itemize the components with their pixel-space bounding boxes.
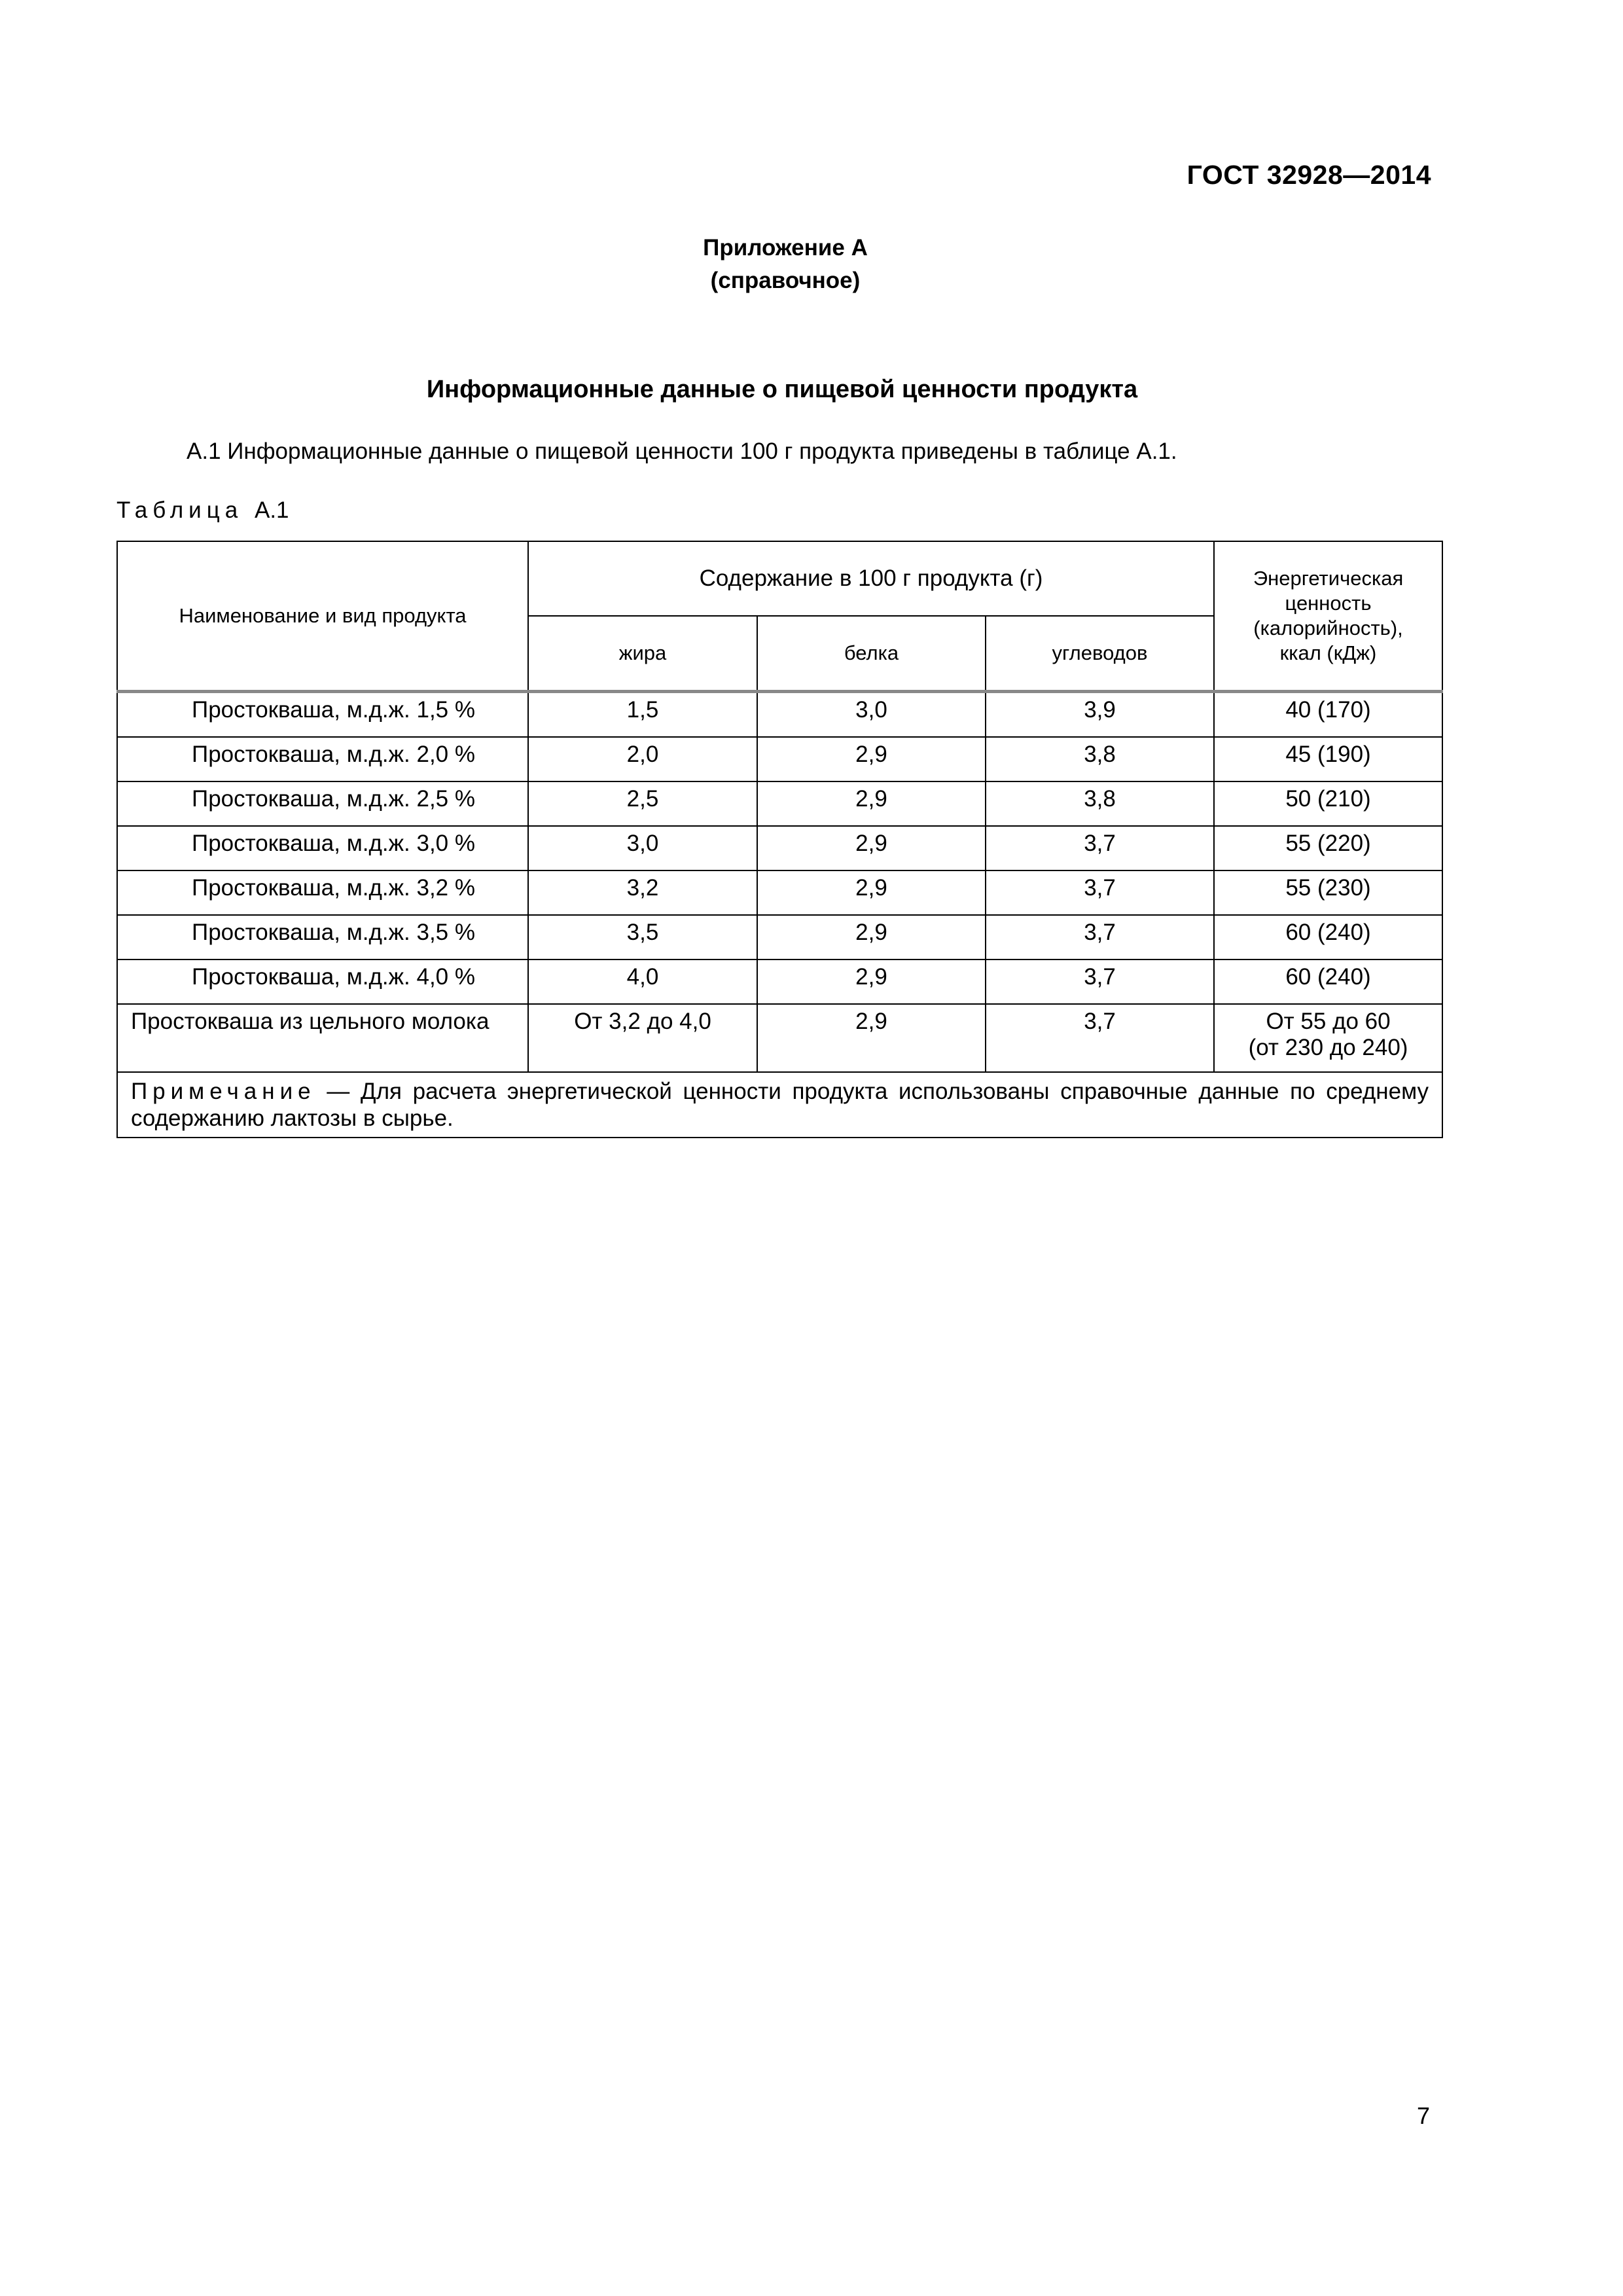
table-row bbox=[117, 915, 1442, 960]
header-energy-line: ккал (кДж) bbox=[1279, 641, 1377, 664]
header-content-group: Содержание в 100 г продукта (г) bbox=[528, 541, 1214, 616]
fat-cell: 2,5 bbox=[528, 781, 757, 826]
carbs-cell: 3,9 bbox=[986, 692, 1214, 738]
carbs-cell: 3,8 bbox=[986, 737, 1214, 781]
note-row bbox=[117, 1072, 1442, 1138]
protein-cell: 2,9 bbox=[757, 960, 986, 1004]
fat-cell: 2,0 bbox=[528, 737, 757, 781]
fat-cell: 4,0 bbox=[528, 960, 757, 1004]
paragraph-a1: А.1 Информационные данные о пищевой ценности 100 г продукта приведены в таблице А.1. bbox=[187, 439, 1177, 464]
table-note bbox=[117, 1072, 1442, 1138]
product-name-cell: Простокваша, м.д.ж. 3,5 % bbox=[117, 915, 528, 960]
energy-cell: 55 (230) bbox=[1214, 870, 1442, 915]
section-title: Информационные данные о пищевой ценности продукта bbox=[426, 376, 1138, 403]
protein-cell: 3,0 bbox=[757, 692, 986, 738]
carbs-cell: 3,7 bbox=[986, 826, 1214, 870]
header-product-name: Наименование и вид продукта bbox=[117, 541, 528, 692]
protein-cell: 2,9 bbox=[757, 781, 986, 826]
product-name-cell: Простокваша, м.д.ж. 2,5 % bbox=[117, 781, 528, 826]
header-energy-line: (калорийность), bbox=[1253, 617, 1403, 639]
carbs-cell: 3,7 bbox=[986, 915, 1214, 960]
energy-cell bbox=[1214, 1004, 1442, 1072]
annex-title: Приложение А bbox=[703, 235, 868, 260]
energy-cell: 40 (170) bbox=[1214, 692, 1442, 738]
header-fat: жира bbox=[528, 616, 757, 692]
carbs-cell: 3,7 bbox=[986, 960, 1214, 1004]
table-row bbox=[117, 826, 1442, 870]
product-name-cell: Простокваша, м.д.ж. 3,0 % bbox=[117, 826, 528, 870]
table-caption-number: А.1 bbox=[254, 497, 289, 523]
energy-cell: 55 (220) bbox=[1214, 826, 1442, 870]
header-protein: белка bbox=[757, 616, 986, 692]
fat-cell: От 3,2 до 4,0 bbox=[528, 1004, 757, 1072]
table-body bbox=[117, 692, 1442, 1138]
product-name-cell: Простокваша, м.д.ж. 4,0 % bbox=[117, 960, 528, 1004]
carbs-cell: 3,8 bbox=[986, 781, 1214, 826]
note-label: Примечание bbox=[131, 1079, 316, 1104]
fat-cell: 3,5 bbox=[528, 915, 757, 960]
table-row bbox=[117, 1004, 1442, 1072]
energy-cell: 60 (240) bbox=[1214, 915, 1442, 960]
annex-heading bbox=[0, 232, 1571, 297]
note-text: — Для расчета энергетической ценности продукта использованы справочные данные по среднему содержанию лактозы в сырье. bbox=[131, 1079, 1429, 1131]
table-row bbox=[117, 737, 1442, 781]
protein-cell: 2,9 bbox=[757, 737, 986, 781]
energy-line: (от 230 до 240) bbox=[1248, 1035, 1408, 1060]
header-energy bbox=[1214, 541, 1442, 692]
nutrition-table bbox=[116, 541, 1443, 1138]
page-number: 7 bbox=[1416, 2102, 1430, 2129]
document-code: ГОСТ 32928—2014 bbox=[1186, 160, 1431, 190]
protein-cell: 2,9 bbox=[757, 915, 986, 960]
header-energy-line: Энергетическая bbox=[1253, 567, 1404, 590]
energy-line: От 55 до 60 bbox=[1266, 1009, 1391, 1034]
product-name-cell: Простокваша, м.д.ж. 1,5 % bbox=[117, 692, 528, 738]
protein-cell: 2,9 bbox=[757, 826, 986, 870]
table-row bbox=[117, 781, 1442, 826]
energy-cell: 60 (240) bbox=[1214, 960, 1442, 1004]
product-name-cell: Простокваша, м.д.ж. 2,0 % bbox=[117, 737, 528, 781]
protein-cell: 2,9 bbox=[757, 1004, 986, 1072]
fat-cell: 3,2 bbox=[528, 870, 757, 915]
product-name-cell: Простокваша, м.д.ж. 3,2 % bbox=[117, 870, 528, 915]
header-energy-line: ценность bbox=[1285, 592, 1372, 615]
table-caption bbox=[116, 497, 289, 524]
energy-cell: 45 (190) bbox=[1214, 737, 1442, 781]
header-carbs: углеводов bbox=[986, 616, 1214, 692]
table-row bbox=[117, 692, 1442, 738]
fat-cell: 1,5 bbox=[528, 692, 757, 738]
carbs-cell: 3,7 bbox=[986, 1004, 1214, 1072]
protein-cell: 2,9 bbox=[757, 870, 986, 915]
carbs-cell: 3,7 bbox=[986, 870, 1214, 915]
annex-subtitle: (справочное) bbox=[710, 268, 861, 293]
table-caption-word: Таблица bbox=[116, 497, 243, 523]
table-row bbox=[117, 960, 1442, 1004]
energy-cell: 50 (210) bbox=[1214, 781, 1442, 826]
fat-cell: 3,0 bbox=[528, 826, 757, 870]
product-name-cell: Простокваша из цельного молока bbox=[117, 1004, 528, 1072]
table-row bbox=[117, 870, 1442, 915]
